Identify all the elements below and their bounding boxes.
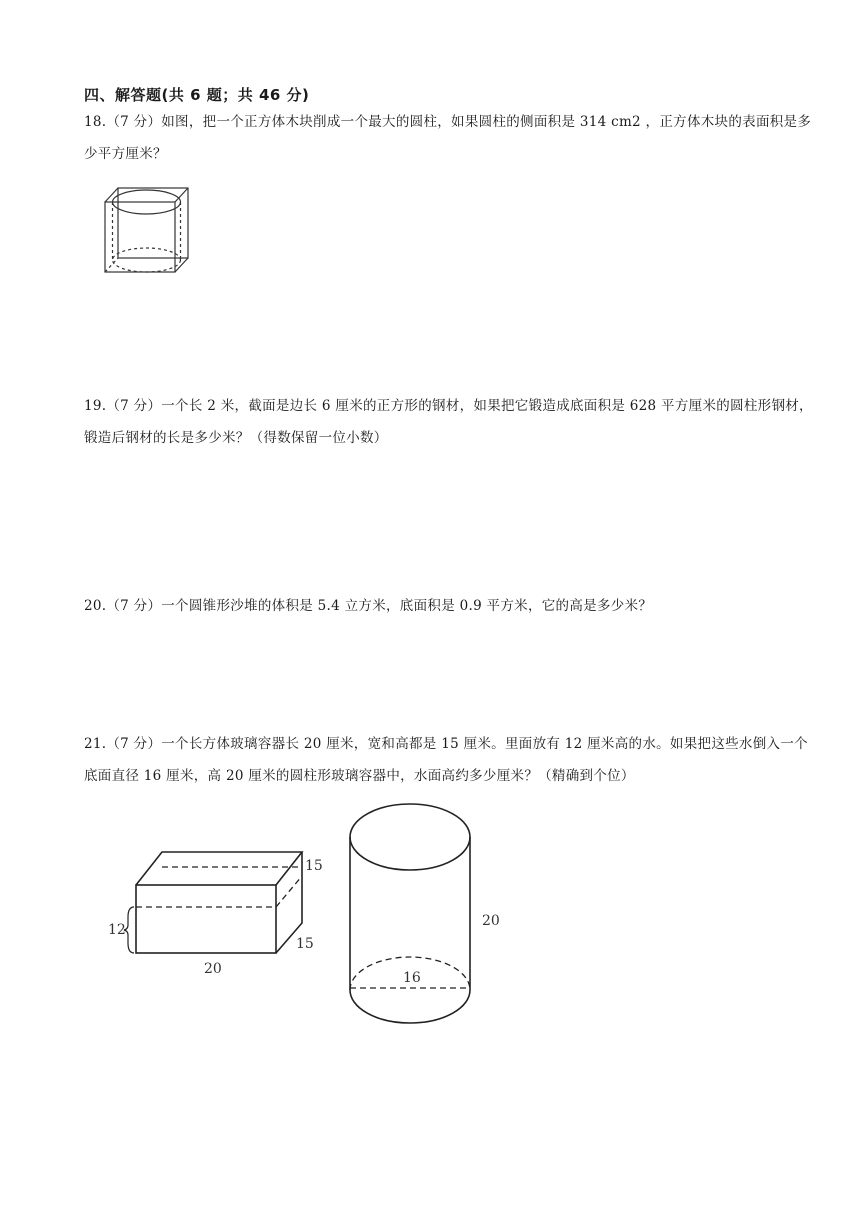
section-title: 四、解答题(共 6 题；共 46 分) (84, 86, 310, 104)
cylinder-container-figure (340, 800, 520, 1032)
cuboid-height-label: 15 (305, 858, 323, 874)
cuboid-water-label: 12 (108, 922, 126, 938)
cuboid-width-label: 15 (296, 936, 314, 952)
cuboid-length-label: 20 (204, 961, 222, 977)
cylinder-height-label: 20 (482, 913, 500, 929)
cube-cylinder-figure (98, 182, 198, 280)
question-18: 18.（7 分）如图，把一个正方体木块削成一个最大的圆柱，如果圆柱的侧面积是 314 cm2 ，正方体木块的表面积是多少平方厘米？ (84, 114, 812, 162)
cylinder-diameter-label: 16 (403, 970, 421, 986)
question-19: 19.（7 分）一个长 2 米，截面是边长 6 厘米的正方形的钢材，如果把它锻造成底面积是 628 平方厘米的圆柱形钢材，锻造后钢材的长是多少米？（得数保留一位小数） (84, 398, 813, 446)
cuboid-container-figure (100, 845, 340, 985)
question-20: 20.（7 分）一个圆锥形沙堆的体积是 5.4 立方米，底面积是 0.9 平方米，它的高是多少米？ (84, 598, 653, 614)
question-21: 21.（7 分）一个长方体玻璃容器长 20 厘米，宽和高都是 15 厘米。里面放有 12 厘米高的水。如果把这些水倒入一个底面直径 16 厘米，高 20 厘米的圆柱形玻璃容器中，水面高约多少厘米？（精确到个位） (84, 736, 808, 784)
